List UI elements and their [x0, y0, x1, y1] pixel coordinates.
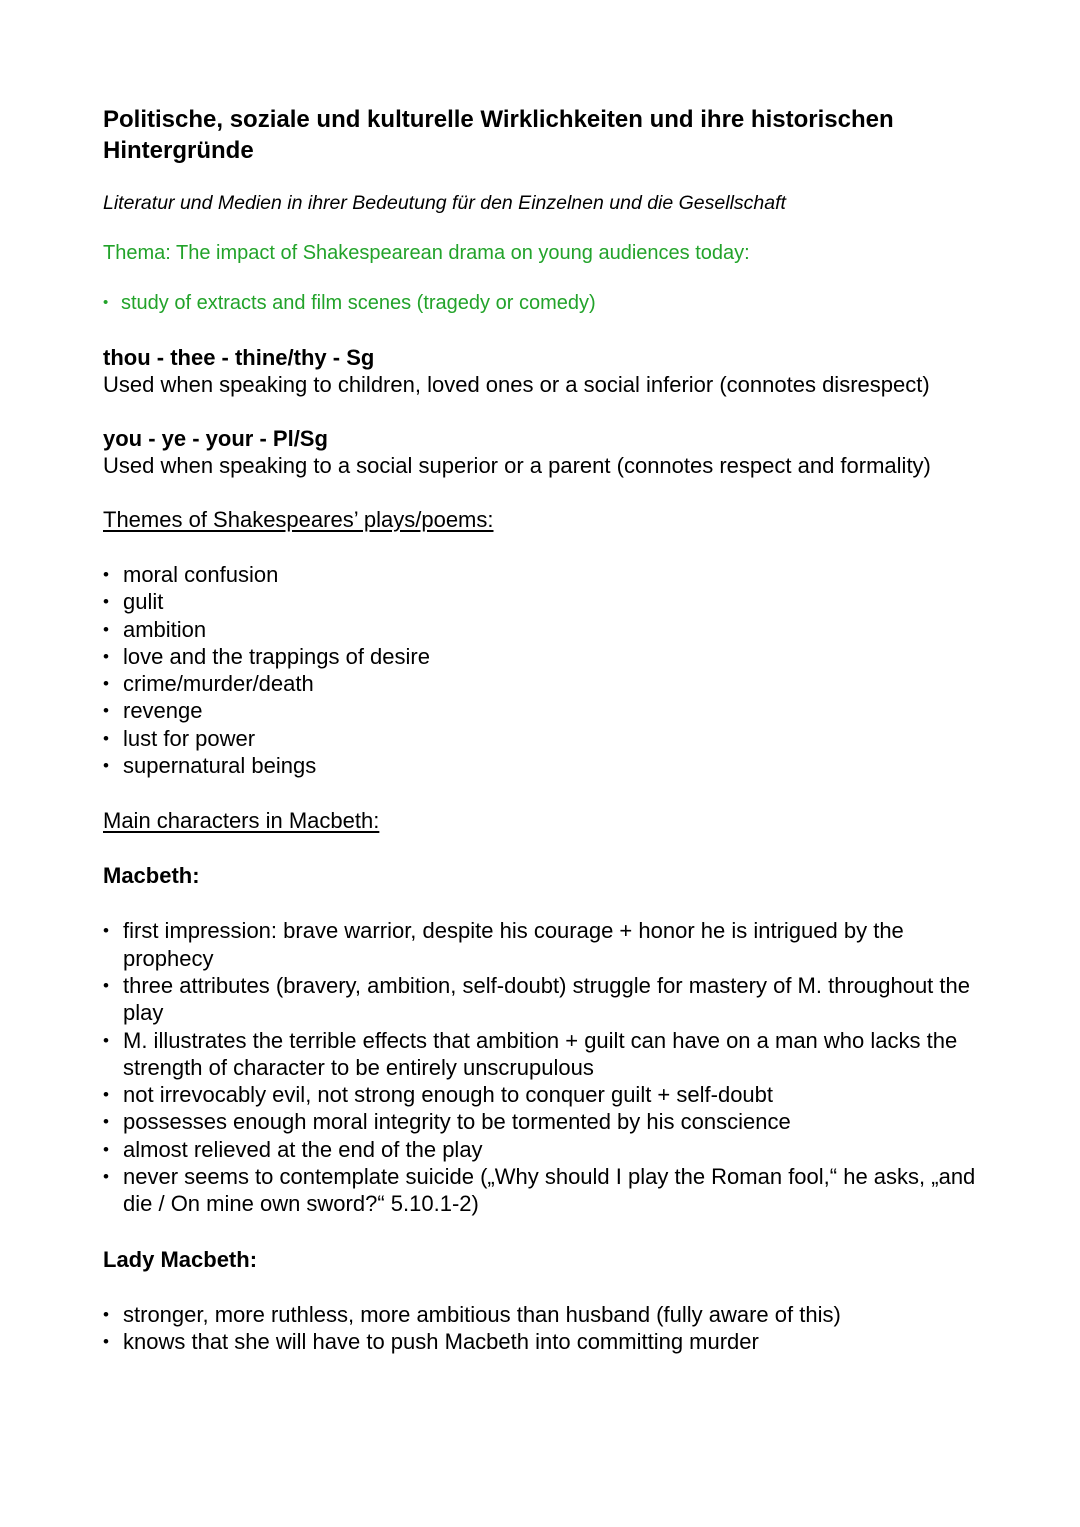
macbeth-point: • never seems to contemplate suicide („Why should I play the Roman fool,“ he asks, „and die / On mine own sword?“ 5.10.1-2) — [103, 1163, 983, 1218]
theme-item: • lust for power — [103, 725, 983, 752]
pronoun-block-you — [103, 425, 983, 479]
pronoun-term: thou - thee - thine/thy - Sg — [103, 345, 375, 370]
topic-line: Thema: The impact of Shakespearean drama on young audiences today: — [103, 242, 750, 264]
characters-heading: Main characters in Macbeth: — [103, 808, 380, 834]
macbeth-point: • first impression: brave warrior, despite his courage + honor he is intrigued by the prophecy — [103, 917, 983, 972]
document-page — [103, 104, 983, 1383]
macbeth-point: • almost relieved at the end of the play — [103, 1136, 983, 1163]
theme-item: • ambition — [103, 616, 983, 643]
macbeth-points — [103, 917, 983, 1217]
document-title: Politische, soziale und kulturelle Wirklichkeiten und ihre historischen Hintergründe — [103, 106, 894, 164]
theme-item: • revenge — [103, 697, 983, 724]
pronoun-term: you - ye - your - Pl/Sg — [103, 426, 328, 451]
lady-macbeth-points — [103, 1301, 983, 1356]
pronoun-block-thou — [103, 344, 983, 398]
topic-item: • study of extracts and film scenes (tragedy or comedy) — [103, 290, 983, 316]
theme-item: • moral confusion — [103, 561, 983, 588]
topic-list — [103, 290, 983, 316]
pronoun-definition: Used when speaking to a social superior or a parent (connotes respect and formality) — [103, 453, 931, 478]
lady-macbeth-point: • knows that she will have to push Macbeth into committing murder — [103, 1328, 983, 1355]
theme-item: • crime/murder/death — [103, 670, 983, 697]
theme-item: • gulit — [103, 588, 983, 615]
themes-heading: Themes of Shakespeares’ plays/poems: — [103, 507, 494, 532]
lady-macbeth-point: • stronger, more ruthless, more ambitious than husband (fully aware of this) — [103, 1301, 983, 1328]
pronoun-definition: Used when speaking to children, loved ones or a social inferior (connotes disrespect) — [103, 372, 930, 397]
theme-item: • supernatural beings — [103, 752, 983, 779]
macbeth-point: • M. illustrates the terrible effects that ambition + guilt can have on a man who lacks the strength of character to be entirely unscrupulous — [103, 1027, 983, 1082]
macbeth-point: • possesses enough moral integrity to be tormented by his conscience — [103, 1108, 983, 1135]
macbeth-heading: Macbeth: — [103, 863, 200, 889]
themes-list — [103, 561, 983, 779]
lady-macbeth-heading: Lady Macbeth: — [103, 1246, 258, 1272]
macbeth-point: • not irrevocably evil, not strong enough to conquer guilt + self-doubt — [103, 1081, 983, 1108]
theme-item: • love and the trappings of desire — [103, 643, 983, 670]
macbeth-point: • three attributes (bravery, ambition, self-doubt) struggle for mastery of M. throughout the play — [103, 972, 983, 1027]
document-subtitle: Literatur und Medien in ihrer Bedeutung für den Einzelnen und die Gesellschaft — [103, 192, 786, 214]
